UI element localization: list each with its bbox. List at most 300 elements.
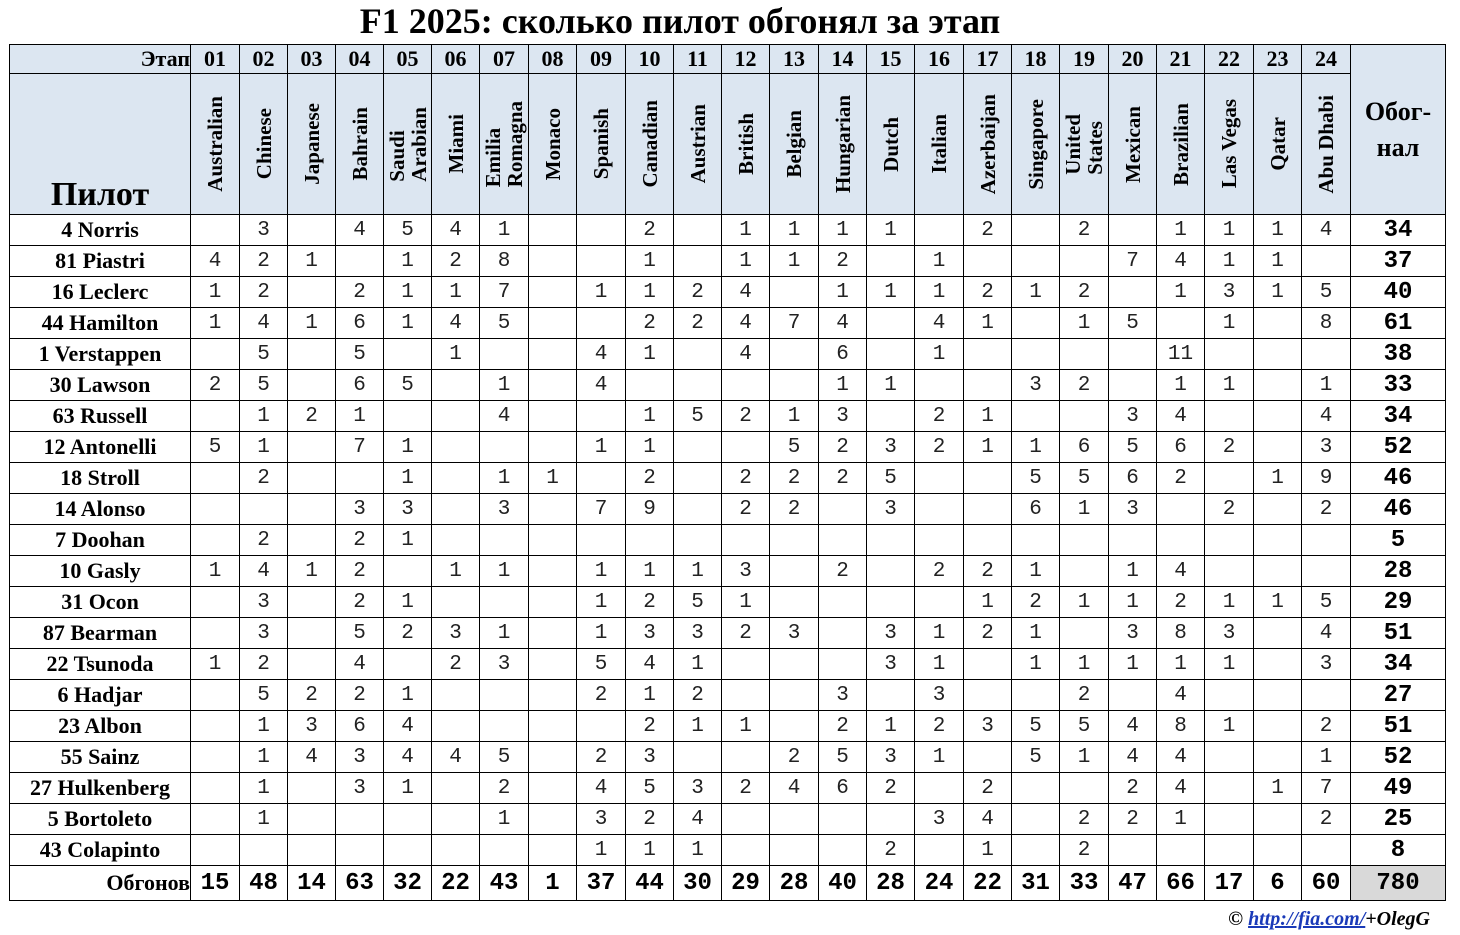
overtake-count: 1 — [1060, 587, 1109, 618]
overtake-count: 3 — [770, 618, 819, 649]
overtake-count: 6 — [1012, 494, 1060, 525]
overtake-count — [480, 339, 529, 370]
stage-name-cell — [770, 74, 819, 215]
overtake-count — [722, 432, 770, 463]
overtake-count — [480, 432, 529, 463]
overtake-count — [1254, 618, 1302, 649]
overtake-count — [1157, 308, 1205, 339]
overtake-count: 3 — [867, 432, 915, 463]
overtake-count — [432, 587, 480, 618]
overtake-count — [288, 804, 336, 835]
overtake-count — [964, 525, 1012, 556]
overtake-count: 1 — [336, 401, 384, 432]
overtake-count — [722, 742, 770, 773]
overtake-count: 1 — [1012, 618, 1060, 649]
overtake-count — [480, 680, 529, 711]
overtake-count: 5 — [867, 463, 915, 494]
overtake-count: 5 — [1060, 711, 1109, 742]
stage-total: 44 — [626, 866, 674, 901]
overtake-count: 1 — [384, 587, 432, 618]
overtake-count: 2 — [480, 773, 529, 804]
stage-totals-label: Обгонов — [10, 866, 191, 901]
overtake-count: 1 — [674, 835, 722, 866]
overtake-count — [819, 525, 867, 556]
overtake-count: 4 — [964, 804, 1012, 835]
overtake-count: 3 — [819, 680, 867, 711]
stage-number: 10 — [626, 45, 674, 74]
overtake-count: 1 — [240, 773, 288, 804]
overtake-count: 7 — [770, 308, 819, 339]
stage-name: Australian — [203, 96, 227, 192]
table-row — [10, 277, 1446, 308]
driver-name: 81 Piastri — [10, 246, 191, 277]
overtake-count — [770, 835, 819, 866]
stage-number: 11 — [674, 45, 722, 74]
overtake-count: 6 — [1109, 463, 1157, 494]
overtake-count — [529, 525, 577, 556]
overtake-count: 5 — [240, 370, 288, 401]
overtake-count — [191, 525, 240, 556]
driver-total: 38 — [1351, 339, 1446, 370]
overtake-count — [1109, 370, 1157, 401]
overtake-count: 2 — [626, 215, 674, 246]
overtake-count — [915, 773, 964, 804]
overtake-count — [867, 587, 915, 618]
overtake-count — [1109, 339, 1157, 370]
overtake-count: 7 — [480, 277, 529, 308]
stage-name-cell — [626, 74, 674, 215]
overtake-count — [1254, 525, 1302, 556]
overtake-count: 2 — [915, 401, 964, 432]
overtake-count — [1254, 308, 1302, 339]
overtake-count: 5 — [384, 370, 432, 401]
overtake-count: 1 — [480, 556, 529, 587]
driver-name: 12 Antonelli — [10, 432, 191, 463]
table-row — [10, 804, 1446, 835]
table-row — [10, 525, 1446, 556]
overtake-count — [288, 835, 336, 866]
overtake-count — [674, 432, 722, 463]
overtake-count: 1 — [480, 618, 529, 649]
overtake-count — [770, 649, 819, 680]
overtake-count: 1 — [770, 246, 819, 277]
overtake-count: 1 — [867, 277, 915, 308]
overtake-count — [964, 494, 1012, 525]
overtake-count — [1157, 835, 1205, 866]
overtake-count — [1302, 525, 1351, 556]
stage-total: 14 — [288, 866, 336, 901]
overtake-count: 3 — [240, 618, 288, 649]
stage-number: 08 — [529, 45, 577, 74]
overtake-count: 3 — [867, 618, 915, 649]
overtake-count: 1 — [1157, 804, 1205, 835]
stage-total: 24 — [915, 866, 964, 901]
overtake-count: 3 — [1012, 370, 1060, 401]
overtake-count — [722, 680, 770, 711]
overtake-count — [1109, 525, 1157, 556]
overtake-count: 1 — [626, 835, 674, 866]
overtake-count: 2 — [336, 525, 384, 556]
overtake-count: 9 — [626, 494, 674, 525]
overtake-count: 2 — [1060, 277, 1109, 308]
overtake-count: 5 — [191, 432, 240, 463]
driver-total: 52 — [1351, 432, 1446, 463]
overtake-count: 2 — [1060, 680, 1109, 711]
overtake-count: 4 — [915, 308, 964, 339]
overtake-count — [1060, 773, 1109, 804]
overtake-count: 2 — [915, 432, 964, 463]
overtake-count: 1 — [577, 835, 626, 866]
overtake-count — [577, 463, 626, 494]
overtake-count — [384, 835, 432, 866]
overtake-count: 1 — [384, 246, 432, 277]
overtake-count: 2 — [626, 308, 674, 339]
overtake-count: 1 — [722, 246, 770, 277]
overtake-count: 11 — [1157, 339, 1205, 370]
driver-name: 87 Bearman — [10, 618, 191, 649]
overtake-count — [1302, 835, 1351, 866]
stage-number: 12 — [722, 45, 770, 74]
overtake-count — [529, 773, 577, 804]
overtake-count: 1 — [480, 215, 529, 246]
driver-name: 43 Colapinto — [10, 835, 191, 866]
overtake-count — [432, 370, 480, 401]
overtake-count: 2 — [1302, 494, 1351, 525]
overtake-count — [384, 339, 432, 370]
stage-name: Monaco — [540, 107, 565, 181]
overtake-count — [1302, 556, 1351, 587]
overtake-count — [770, 680, 819, 711]
overtake-count: 3 — [626, 618, 674, 649]
overtake-count: 2 — [384, 618, 432, 649]
overtake-count: 4 — [240, 308, 288, 339]
overtake-count: 5 — [240, 339, 288, 370]
overtake-count: 5 — [1012, 463, 1060, 494]
overtake-count: 1 — [626, 556, 674, 587]
driver-total: 25 — [1351, 804, 1446, 835]
source-link[interactable]: http://fia.com/ — [1248, 908, 1366, 930]
overtake-count — [1254, 835, 1302, 866]
stage-number: 05 — [384, 45, 432, 74]
stage-total: 32 — [384, 866, 432, 901]
overtake-count — [577, 308, 626, 339]
overtake-count: 3 — [1205, 277, 1254, 308]
overtake-count: 2 — [819, 463, 867, 494]
overtake-count: 3 — [432, 618, 480, 649]
overtake-count: 1 — [819, 370, 867, 401]
overtake-count: 2 — [964, 773, 1012, 804]
overtake-count — [191, 618, 240, 649]
table-row — [10, 308, 1446, 339]
overtake-count — [288, 649, 336, 680]
overtake-count — [674, 463, 722, 494]
overtake-count: 1 — [480, 370, 529, 401]
overtake-count — [529, 246, 577, 277]
driver-name: 1 Verstappen — [10, 339, 191, 370]
driver-total: 49 — [1351, 773, 1446, 804]
overtake-count: 2 — [1060, 835, 1109, 866]
overtake-count: 1 — [1012, 649, 1060, 680]
stage-name: Mexican — [1120, 105, 1145, 183]
overtake-count: 3 — [915, 680, 964, 711]
overtake-count — [1254, 649, 1302, 680]
stage-name: Abu Dhabi — [1314, 94, 1338, 194]
overtake-count — [529, 215, 577, 246]
overtake-count — [867, 246, 915, 277]
overtake-count — [722, 835, 770, 866]
overtake-count: 1 — [626, 401, 674, 432]
overtake-count — [336, 463, 384, 494]
table-row — [10, 649, 1446, 680]
overtake-count — [674, 215, 722, 246]
overtake-count — [722, 649, 770, 680]
overtake-count: 1 — [1157, 649, 1205, 680]
overtake-count — [432, 804, 480, 835]
overtake-count: 3 — [1109, 618, 1157, 649]
overtake-count — [915, 370, 964, 401]
stage-number: 17 — [964, 45, 1012, 74]
overtake-count: 4 — [626, 649, 674, 680]
overtake-count: 4 — [240, 556, 288, 587]
stage-name: Spanish — [589, 108, 613, 180]
overtake-count — [626, 525, 674, 556]
overtake-count — [770, 556, 819, 587]
overtake-count: 1 — [191, 277, 240, 308]
overtake-count: 6 — [1157, 432, 1205, 463]
overtake-count — [529, 401, 577, 432]
overtake-count: 1 — [480, 463, 529, 494]
overtake-count — [577, 215, 626, 246]
overtake-count: 2 — [577, 742, 626, 773]
overtake-count: 1 — [915, 618, 964, 649]
overtake-count: 1 — [964, 308, 1012, 339]
table-row — [10, 618, 1446, 649]
overtake-count — [288, 494, 336, 525]
overtake-count — [191, 835, 240, 866]
overtake-count: 1 — [964, 587, 1012, 618]
overtake-count: 7 — [1302, 773, 1351, 804]
overtake-count: 2 — [819, 556, 867, 587]
overtake-count: 4 — [1157, 401, 1205, 432]
overtake-count: 1 — [626, 432, 674, 463]
overtake-count: 1 — [288, 556, 336, 587]
overtake-count: 4 — [577, 370, 626, 401]
overtake-count: 2 — [1060, 215, 1109, 246]
overtake-count: 1 — [722, 215, 770, 246]
stage-name: Singapore — [1023, 98, 1048, 190]
overtake-count: 1 — [1302, 370, 1351, 401]
driver-name: 22 Tsunoda — [10, 649, 191, 680]
overtake-count: 2 — [964, 215, 1012, 246]
stage-total: 15 — [191, 866, 240, 901]
overtake-count: 1 — [964, 401, 1012, 432]
overtake-count — [529, 494, 577, 525]
overtake-count — [288, 277, 336, 308]
stage-name: Saudi Arabian — [384, 106, 431, 182]
overtake-count — [915, 215, 964, 246]
driver-name: 31 Ocon — [10, 587, 191, 618]
overtake-count: 1 — [915, 339, 964, 370]
overtake-count: 1 — [964, 432, 1012, 463]
overtake-count — [288, 339, 336, 370]
stage-name-cell — [674, 74, 722, 215]
stage-name-cell — [1060, 74, 1109, 215]
overtake-count: 1 — [1109, 587, 1157, 618]
overtake-count: 1 — [1205, 587, 1254, 618]
overtake-count — [529, 277, 577, 308]
overtakes-table — [9, 44, 1446, 901]
overtake-count: 4 — [1157, 773, 1205, 804]
overtake-count: 2 — [432, 649, 480, 680]
overtake-count: 1 — [577, 556, 626, 587]
overtake-count: 2 — [1302, 804, 1351, 835]
stage-totals-row — [10, 866, 1446, 901]
overtake-count: 1 — [770, 215, 819, 246]
overtake-count: 4 — [336, 215, 384, 246]
overtake-count — [529, 742, 577, 773]
overtake-count — [1060, 525, 1109, 556]
overtake-count — [529, 556, 577, 587]
table-row — [10, 432, 1446, 463]
overtake-count: 3 — [626, 742, 674, 773]
overtake-count: 1 — [1205, 246, 1254, 277]
table-row — [10, 463, 1446, 494]
overtake-count — [1254, 494, 1302, 525]
overtake-count — [1254, 742, 1302, 773]
overtake-count: 2 — [722, 401, 770, 432]
overtake-count: 4 — [191, 246, 240, 277]
stage-total: 48 — [240, 866, 288, 901]
driver-name: 44 Hamilton — [10, 308, 191, 339]
overtake-count: 2 — [722, 618, 770, 649]
overtake-count — [1012, 525, 1060, 556]
overtake-count — [1157, 494, 1205, 525]
overtake-count — [1012, 339, 1060, 370]
stage-total: 47 — [1109, 866, 1157, 901]
overtake-count: 2 — [240, 463, 288, 494]
overtake-count — [1302, 680, 1351, 711]
stage-total: 63 — [336, 866, 384, 901]
overtake-count — [1205, 742, 1254, 773]
overtake-count: 1 — [1060, 742, 1109, 773]
overtake-count — [722, 525, 770, 556]
overtake-count: 1 — [191, 556, 240, 587]
table-row — [10, 587, 1446, 618]
table-row — [10, 556, 1446, 587]
overtake-count: 3 — [674, 773, 722, 804]
overtake-count — [770, 711, 819, 742]
overtake-count: 4 — [432, 742, 480, 773]
driver-total: 27 — [1351, 680, 1446, 711]
overtake-count — [674, 494, 722, 525]
table-row — [10, 742, 1446, 773]
overtake-count: 2 — [964, 556, 1012, 587]
overtake-count — [819, 494, 867, 525]
overtake-count — [1254, 432, 1302, 463]
overtake-count — [1012, 246, 1060, 277]
overtake-count: 1 — [1157, 277, 1205, 308]
stage-total: 17 — [1205, 866, 1254, 901]
driver-total: 61 — [1351, 308, 1446, 339]
stage-number: 18 — [1012, 45, 1060, 74]
overtake-count: 1 — [240, 432, 288, 463]
overtake-count — [867, 680, 915, 711]
overtake-count: 1 — [1205, 649, 1254, 680]
overtake-count — [191, 742, 240, 773]
overtake-count: 1 — [1254, 587, 1302, 618]
stage-name-cell — [191, 74, 240, 215]
overtake-count: 2 — [1060, 370, 1109, 401]
overtake-count — [480, 711, 529, 742]
overtake-count: 2 — [1157, 587, 1205, 618]
overtake-count — [964, 649, 1012, 680]
stage-number: 04 — [336, 45, 384, 74]
overtake-count: 7 — [1109, 246, 1157, 277]
overtake-count: 8 — [1157, 618, 1205, 649]
stage-name: Emilia Romagna — [481, 100, 527, 188]
overtake-count: 1 — [384, 680, 432, 711]
overtake-count — [1254, 401, 1302, 432]
overtake-count: 2 — [626, 804, 674, 835]
overtake-count — [529, 587, 577, 618]
overtake-count — [1254, 370, 1302, 401]
driver-total: 34 — [1351, 649, 1446, 680]
driver-total: 8 — [1351, 835, 1446, 866]
overtake-count — [577, 246, 626, 277]
overtake-count — [867, 339, 915, 370]
stage-number: 23 — [1254, 45, 1302, 74]
overtake-count — [915, 587, 964, 618]
driver-total: 37 — [1351, 246, 1446, 277]
stage-total: 30 — [674, 866, 722, 901]
overtake-count: 1 — [964, 835, 1012, 866]
stage-number: 22 — [1205, 45, 1254, 74]
overtake-count — [191, 587, 240, 618]
driver-name: 23 Albon — [10, 711, 191, 742]
overtake-count — [964, 463, 1012, 494]
stage-number: 16 — [915, 45, 964, 74]
overtake-count: 5 — [819, 742, 867, 773]
overtake-count: 2 — [722, 463, 770, 494]
overtake-count — [867, 308, 915, 339]
overtake-count — [1060, 401, 1109, 432]
overtake-count: 2 — [240, 525, 288, 556]
overtake-count: 1 — [915, 649, 964, 680]
overtake-count: 3 — [722, 556, 770, 587]
overtake-count: 1 — [1205, 711, 1254, 742]
stage-name-cell — [288, 74, 336, 215]
overtake-count: 2 — [191, 370, 240, 401]
stage-name-cell — [1254, 74, 1302, 215]
overtake-count — [288, 215, 336, 246]
driver-total: 40 — [1351, 277, 1446, 308]
overtake-count: 8 — [1157, 711, 1205, 742]
overtake-count: 5 — [1109, 308, 1157, 339]
overtake-count — [1205, 525, 1254, 556]
overtake-count — [432, 432, 480, 463]
overtake-count: 6 — [336, 308, 384, 339]
overtake-count — [336, 246, 384, 277]
overtake-count: 1 — [240, 401, 288, 432]
table-row — [10, 680, 1446, 711]
table-row — [10, 835, 1446, 866]
overtake-count — [770, 370, 819, 401]
overtake-count: 6 — [336, 711, 384, 742]
stage-name-cell — [1302, 74, 1351, 215]
driver-name: 10 Gasly — [10, 556, 191, 587]
overtake-count — [480, 525, 529, 556]
overtake-count: 3 — [964, 711, 1012, 742]
